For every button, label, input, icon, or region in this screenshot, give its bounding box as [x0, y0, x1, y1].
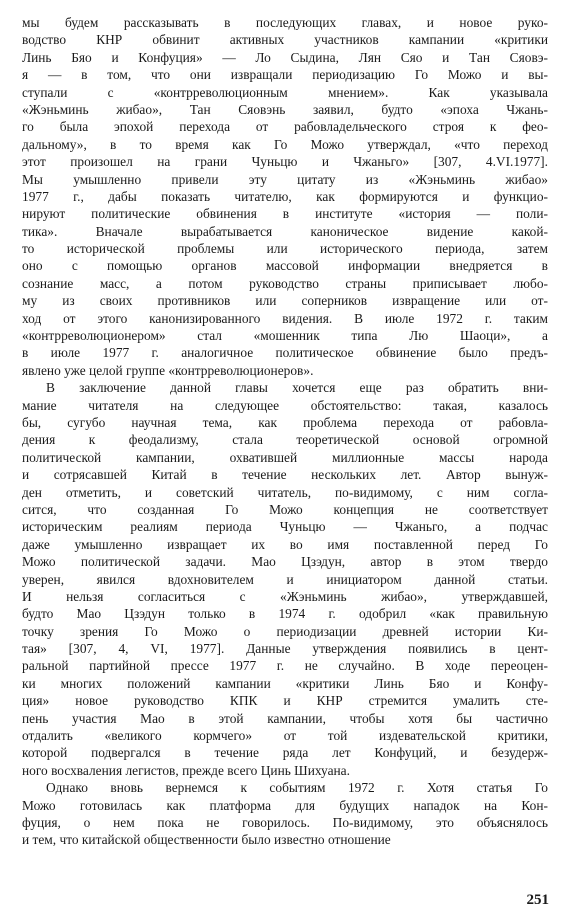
text-line: го была эпохой перехода от рабовладельческого строя к фео- [22, 119, 548, 135]
text-line: В заключение данной главы хочется еще раз обратить вни- [46, 380, 548, 396]
text-line: и сотрясавшей Китай в течение нескольких лет. Автор вынуж- [22, 467, 548, 483]
text-line: тика». Вначале вырабатывается каноническое видение какой- [22, 223, 548, 239]
text-line: и тем, что китайской общественности было известно отношение [22, 832, 391, 848]
text-line: Линь Бяо и Конфуция» — Ло Сыдина, Лян Сяо и Тан Сяовэ- [22, 49, 548, 65]
text-line: тая» [307, 4, VI, 1977]. Данные утверждения появились в цент- [22, 641, 548, 657]
paragraph [22, 379, 548, 779]
text-line: я — в том, что они извращали периодизацию Го Можо и вы- [22, 67, 548, 83]
text-line: Однако вновь вернемся к событиям 1972 г. Хотя статья Го [46, 780, 548, 796]
paragraph [22, 779, 548, 849]
text-line: му из своих противников или соперников извращение или от- [22, 293, 548, 309]
text-line: фуция, о нем пока не говорилось. По-видимому, это объяснялось [22, 814, 548, 830]
text-line: пень участия Мао в этой кампании, чтобы хотя бы частично [22, 710, 548, 726]
text-line: оно с помощью органов массовой информации внедряется в [22, 258, 548, 274]
text-line: ральной партийной прессе 1977 г. не случайно. В ходе переоцен- [22, 658, 548, 674]
text-line: историческим реалиям периода Чуньцю — Чжаньго, а подчас [22, 519, 548, 535]
text-line: в июле 1977 г. аналогичное политическое обвинение было предъ- [22, 345, 548, 361]
text-line: даже умышленно извращает их во имя поставленной перед Го [22, 536, 548, 552]
text-line: уверен, явился вдохновителем и инициатором данной статьи. [22, 571, 548, 587]
text-line: явлено уже целой группе «контрреволюционеров». [22, 362, 314, 378]
text-line: ден отметить, и советский читатель, по-видимому, с ним согла- [22, 484, 548, 500]
text-line: мание читателя на следующее обстоятельство: такая, казалось [22, 397, 548, 413]
text-line: точку зрения Го Можо о периодизации древней истории Ки- [22, 623, 548, 639]
text-line: политической кампании, охватившей миллионные массы народа [22, 449, 548, 465]
document-page [22, 14, 548, 914]
text-line: дения к феодализму, стала теоретической основой огромной [22, 432, 548, 448]
text-line: Мы умышленно привели эту цитату из «Жэньминь жибао» [22, 171, 548, 187]
text-line: ступали с «контрреволюционным мнением». Как указывала [22, 84, 548, 100]
text-line: ход от этого канонизированного видения. В июле 1972 г. таким [22, 310, 548, 326]
text-line: 1977 г., дабы показать читателю, как формируются и функцио- [22, 188, 548, 204]
text-line: то исторической проблемы или исторического периода, затем [22, 241, 548, 257]
text-line: этот произошел на грани Чуньцю и Чжаньго» [307, 4.VI.1977]. [22, 154, 548, 170]
text-line: ция» новое руководство КПК и КНР стремится умалить сте- [22, 693, 548, 709]
text-line: нируют политические обвинения в институте «история — поли- [22, 206, 548, 222]
text-line: отдалить «великого кормчего» от той издевательской критики, [22, 728, 548, 744]
text-line: водство КНР обвинит активных участников кампании «критики [22, 32, 548, 48]
text-line: Можо политической задачи. Мао Цзэдун, автор в этом твердо [22, 554, 548, 570]
paragraph [22, 14, 548, 379]
text-line: которой подвергался в течение ряда лет Конфуций, и безудерж- [22, 745, 548, 761]
text-line: сится, что созданная Го Можо концепция не соответствует [22, 501, 548, 517]
text-line: бы, сугубо научная тема, как проблема перехода от рабовла- [22, 414, 548, 430]
text-line: мы будем рассказывать в последующих главах, и новое руко- [22, 15, 548, 30]
text-line: И нельзя согласиться с «Жэньминь жибао», утверждавшей, [22, 588, 548, 604]
text-line: будто Мао Цзэдун только в 1974 г. одобрил «как правильную [22, 606, 548, 622]
text-line: дальному», в то время как Го Можо утверждал, «что переход [22, 136, 548, 152]
page-number: 251 [526, 892, 549, 908]
text-line: сознание масс, а потом руководство страны приписывает любо- [22, 275, 548, 291]
text-line: Можо готовилась как платформа для будущих нападок на Кон- [22, 797, 548, 813]
text-line: «Жэньминь жибао», Тан Сяовэнь заявил, будто «эпоха Чжань- [22, 101, 548, 117]
text-line: ного восхваления легистов, прежде всего Цинь Шихуана. [22, 762, 350, 778]
text-line: ки многих положений кампании «критики Линь Бяо и Конфу- [22, 675, 548, 691]
text-line: «контрреволюционером» стал «мошенник типа Лю Шаоци», а [22, 328, 548, 344]
